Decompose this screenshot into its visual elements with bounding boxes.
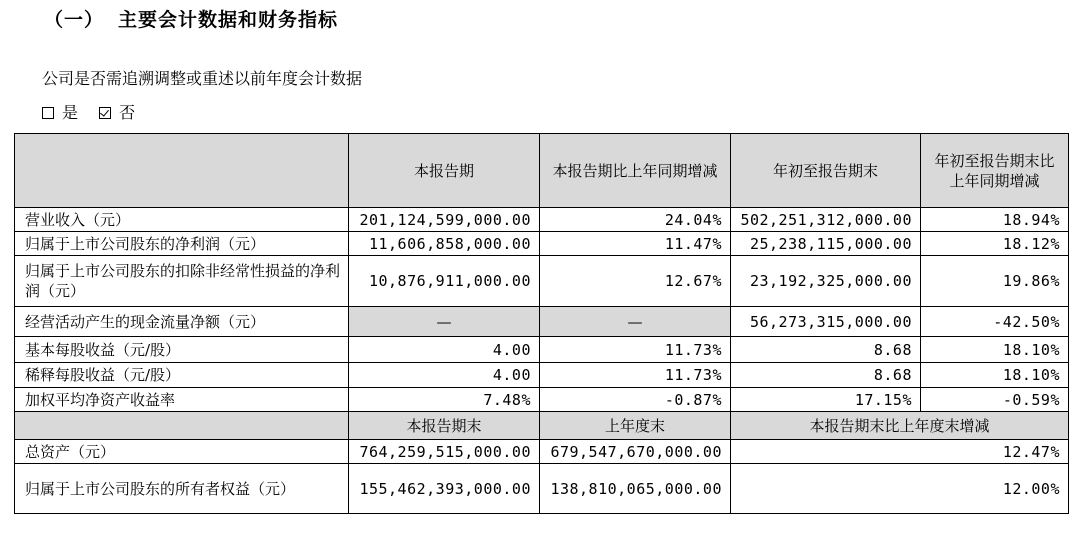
table-cell: -0.59% [921,388,1069,412]
table-row [15,307,1069,337]
section-heading [44,5,338,32]
table-row [15,337,1069,363]
row-label: 归属于上市公司股东的净利润（元） [15,232,349,256]
table-subheader-row [15,412,1069,440]
table-cell: 11.73% [540,363,731,388]
table-row [15,256,1069,307]
table-cell: 11.47% [540,232,731,256]
header-cell: 本报告期比上年同期增减 [540,134,731,208]
header-cell: 本报告期末 [349,412,540,440]
option-yes[interactable] [42,103,86,122]
table-row [15,388,1069,412]
header-cell: 本报告期末比上年度末增减 [731,412,1069,440]
table-cell: 56,273,315,000.00 [731,307,921,337]
table-cell: 19.86% [921,256,1069,307]
table-cell: 23,192,325,000.00 [731,256,921,307]
table-cell: 764,259,515,000.00 [349,440,540,464]
section-title: 主要会计数据和财务指标 [118,9,339,31]
header-cell: 年初至报告期末 [731,134,921,208]
table-cell: 24.04% [540,208,731,232]
table-cell: 11,606,858,000.00 [349,232,540,256]
financial-indicators-table [14,133,1069,514]
table-cell: 679,547,670,000.00 [540,440,731,464]
header-cell: 年初至报告期末比上年同期增减 [921,134,1069,208]
row-label: 总资产（元） [15,440,349,464]
table-cell: 11.73% [540,337,731,363]
table-cell: -0.87% [540,388,731,412]
table-row [15,363,1069,388]
header-cell: 本报告期 [349,134,540,208]
row-label: 稀释每股收益（元/股） [15,363,349,388]
option-yes-label: 是 [62,103,79,122]
table-row [15,232,1069,256]
table-cell: 155,462,393,000.00 [349,464,540,514]
table-header-row [15,134,1069,208]
table-row [15,440,1069,464]
table-row [15,464,1069,514]
table-cell: 18.94% [921,208,1069,232]
table-cell: 18.10% [921,337,1069,363]
checkbox-unchecked-icon[interactable] [42,107,54,119]
table-cell-na: — [349,307,540,337]
restatement-question: 公司是否需追溯调整或重述以前年度会计数据 [42,69,363,88]
table-cell: 8.68 [731,337,921,363]
option-no[interactable] [99,103,143,122]
table-cell: 12.00% [731,464,1069,514]
header-cell-blank [15,134,349,208]
table-row [15,208,1069,232]
table-cell: 12.47% [731,440,1069,464]
table-cell: 4.00 [349,363,540,388]
row-label: 营业收入（元） [15,208,349,232]
table-cell: 4.00 [349,337,540,363]
table-cell: 18.12% [921,232,1069,256]
table-cell-na: — [540,307,731,337]
row-label: 经营活动产生的现金流量净额（元） [15,307,349,337]
table-cell: 7.48% [349,388,540,412]
table-cell: 17.15% [731,388,921,412]
table-cell: 138,810,065,000.00 [540,464,731,514]
row-label: 基本每股收益（元/股） [15,337,349,363]
table-cell: 18.10% [921,363,1069,388]
restatement-options [42,100,151,123]
table-cell: 201,124,599,000.00 [349,208,540,232]
checkbox-checked-icon[interactable] [99,107,111,119]
table-cell: 8.68 [731,363,921,388]
row-label: 加权平均净资产收益率 [15,388,349,412]
row-label: 归属于上市公司股东的扣除非经常性损益的净利润（元） [15,256,349,307]
section-number: （一） [44,9,105,31]
row-label: 归属于上市公司股东的所有者权益（元） [15,464,349,514]
table-cell: 12.67% [540,256,731,307]
table-cell: 502,251,312,000.00 [731,208,921,232]
table-cell: 25,238,115,000.00 [731,232,921,256]
table-cell: -42.50% [921,307,1069,337]
header-cell-blank [15,412,349,440]
header-cell: 上年度末 [540,412,731,440]
table-cell: 10,876,911,000.00 [349,256,540,307]
option-no-label: 否 [119,103,136,122]
